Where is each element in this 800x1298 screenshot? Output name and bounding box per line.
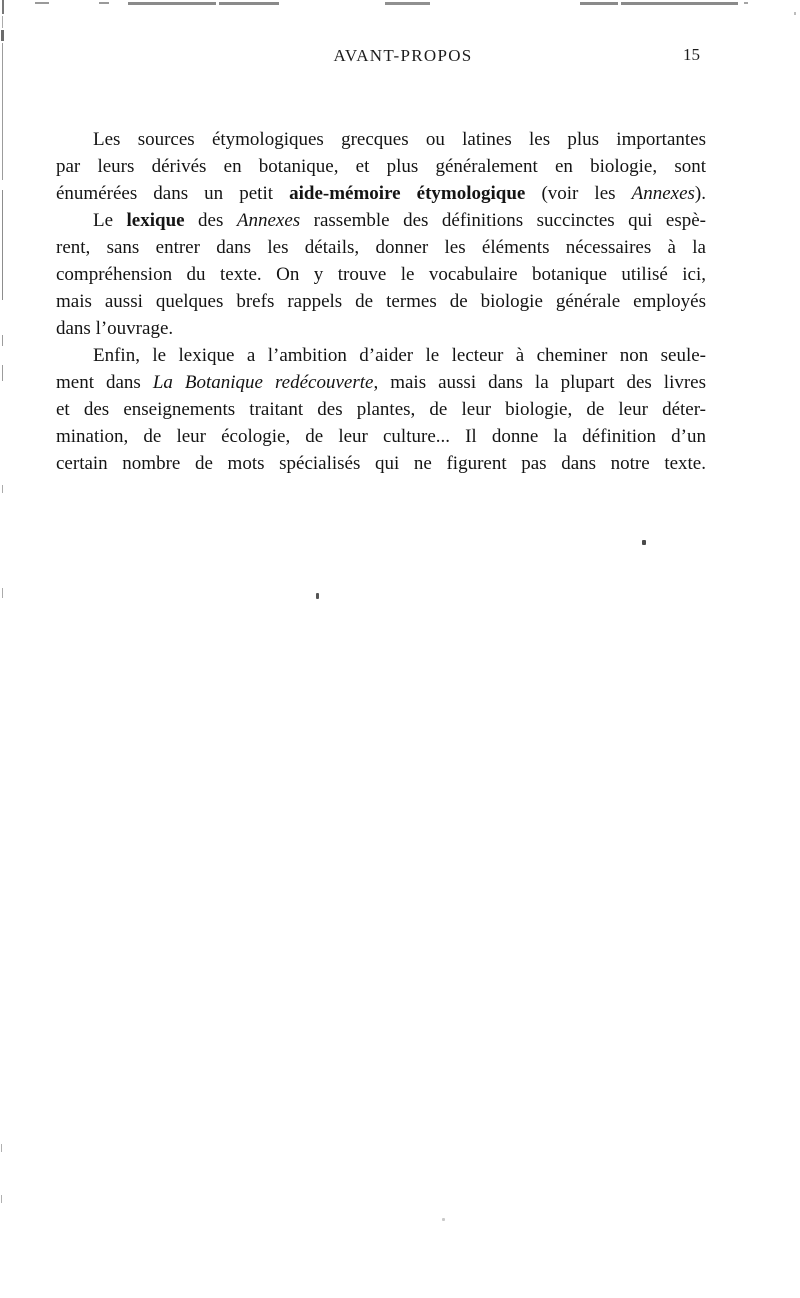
text-segment: énumérées dans un petit — [56, 183, 290, 204]
text-segment: Enfin, le lexique a l’ambition d’aider le lecteur à cheminer non seule- — [93, 345, 706, 366]
text-line — [56, 288, 706, 315]
scan-artifact-top-line — [385, 2, 430, 5]
text-segment: dans l’ouvrage. — [56, 318, 174, 339]
paragraph — [56, 342, 706, 477]
scan-speck — [794, 12, 796, 15]
text-segment: , mais aussi dans la plupart des livres — [373, 372, 707, 393]
running-title: AVANT-PROPOS — [333, 46, 473, 65]
scan-artifact-left-line — [2, 43, 3, 180]
text-line — [56, 180, 706, 207]
scan-artifact-top-line — [744, 2, 748, 4]
text-segment: et des enseignements traitant des plantes, de leur biologie, de leur déter- — [56, 399, 706, 420]
text-line — [56, 234, 706, 261]
text-segment: lexique — [126, 210, 185, 231]
scan-artifact-left-line — [2, 0, 4, 14]
text-segment: Annexes — [236, 210, 301, 231]
scan-artifact-left-line — [2, 190, 3, 300]
text-segment: certain nombre de mots spécialisés qui ne figurent pas dans notre texte. — [56, 453, 706, 474]
page-header — [56, 46, 706, 70]
page-number: 15 — [683, 45, 700, 64]
text-line — [56, 423, 706, 450]
scan-speck — [442, 1218, 445, 1221]
scan-speck — [316, 593, 319, 599]
scan-artifact-top-line — [219, 2, 279, 5]
text-line — [56, 261, 706, 288]
text-line — [56, 126, 706, 153]
scan-artifact-left-line — [1, 1144, 2, 1152]
scan-artifact-left-line — [2, 588, 3, 598]
scan-speck — [642, 540, 646, 545]
text-line — [56, 153, 706, 180]
text-segment: aide-mémoire étymologique — [289, 183, 526, 204]
text-segment: rassemble des définitions succinctes qui espè- — [300, 210, 707, 231]
text-segment: Les sources étymologiques grecques ou latines les plus importantes — [93, 129, 706, 150]
text-segment: ment dans — [56, 372, 153, 393]
scan-artifact-top-line — [128, 2, 216, 5]
text-segment: La Botanique redécouverte — [152, 372, 374, 393]
text-segment: Le — [93, 210, 127, 231]
text-line — [56, 450, 706, 477]
scan-artifact-left-line — [2, 335, 3, 346]
text-line — [56, 369, 706, 396]
text-segment: Annexes — [631, 183, 695, 204]
text-segment: compréhension du texte. On y trouve le vocabulaire botanique utilisé ici, — [56, 264, 706, 285]
scan-artifact-left-line — [1, 30, 4, 41]
text-segment: ). — [694, 183, 706, 204]
scan-artifact-top-line — [580, 2, 618, 5]
text-line — [56, 315, 706, 342]
text-line — [56, 396, 706, 423]
text-segment: mais aussi quelques brefs rappels de termes de biologie générale employés — [56, 291, 706, 312]
scan-artifact-left-line — [2, 485, 3, 493]
paragraph — [56, 126, 706, 207]
paragraph — [56, 207, 706, 342]
scan-artifact-left-line — [2, 16, 3, 28]
scan-artifact-top-line — [621, 2, 738, 5]
text-segment: rent, sans entrer dans les détails, donner les éléments nécessaires à la — [56, 237, 706, 258]
text-segment: (voir les — [525, 183, 632, 204]
text-segment: par leurs dérivés en botanique, et plus généralement en biologie, sont — [56, 156, 706, 177]
text-segment: mination, de leur écologie, de leur culture... Il donne la définition d’un — [56, 426, 706, 447]
scan-artifact-top-line — [35, 2, 49, 4]
text-block — [56, 126, 706, 477]
text-segment: des — [184, 210, 237, 231]
text-line — [56, 207, 706, 234]
scan-artifact-left-line — [2, 365, 3, 381]
scan-artifact-top-line — [99, 2, 109, 4]
scan-artifact-left-line — [1, 1195, 2, 1203]
text-line — [56, 342, 706, 369]
